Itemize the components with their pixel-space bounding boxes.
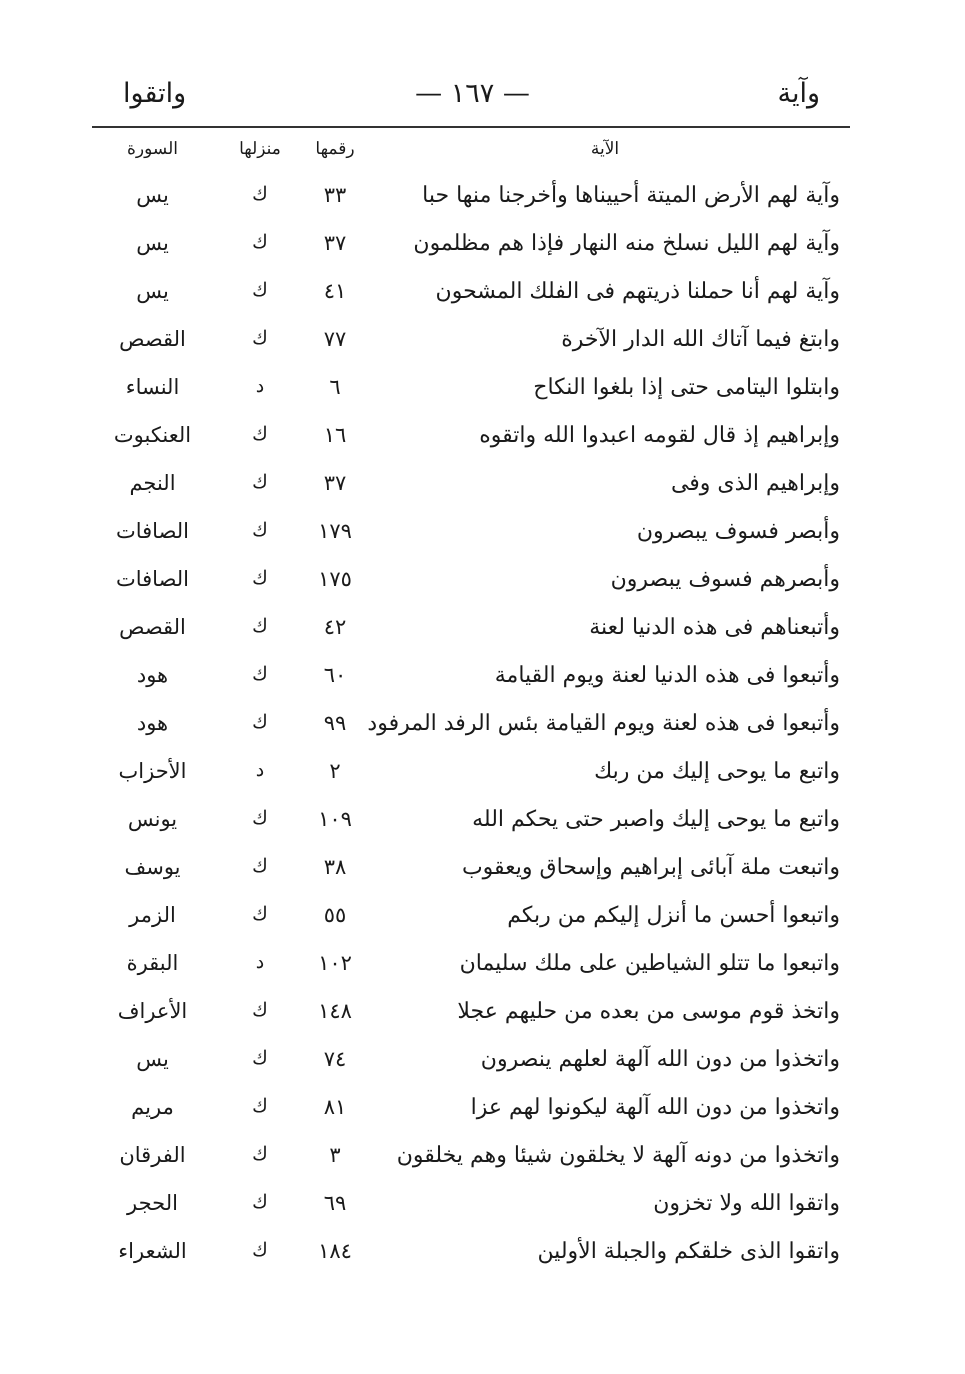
table-row: [95, 609, 850, 657]
ayah-text: واتبعوا ما تتلو الشياطين على ملك سليمان: [459, 951, 840, 976]
surah-name: العنكبوت: [113, 423, 192, 447]
revelation-place: ك: [252, 1047, 268, 1069]
ayah-text: واتبعت ملة آبائى إبراهيم وإسحاق ويعقوب: [461, 855, 840, 880]
ayah-text: واتبع ما يوحى إليك واصبر حتى يحكم الله: [472, 807, 840, 832]
surah-name: يوسف: [124, 855, 181, 879]
header-last-word: واتقوا: [123, 78, 187, 109]
ayah-number: ١٠٢: [318, 951, 352, 975]
ayah-text: واتقوا الذى خلقكم والجبلة الأولين: [537, 1239, 840, 1264]
ayah-text: وأبصرهم فسوف يبصرون: [610, 567, 840, 592]
ayah-text: واتخذوا من دونه آلهة لا يخلقون شيئا وهم يخلقون: [396, 1143, 840, 1168]
revelation-place: ك: [252, 567, 268, 589]
ayah-text: وأتبعوا فى هذه لعنة ويوم القيامة بئس الرفد المرفود: [367, 711, 840, 736]
ayah-text: وابتغ فيما آتاك الله الدار الآخرة: [561, 327, 840, 352]
surah-name: الشعراء: [118, 1239, 187, 1263]
table-row: [95, 225, 850, 273]
revelation-place: ك: [252, 231, 268, 253]
ayah-number: ٤١: [323, 279, 347, 303]
column-header-number: رقمها: [315, 139, 355, 159]
ayah-text: واتخذوا من دون الله آلهة لعلهم ينصرون: [480, 1047, 840, 1072]
revelation-place: ك: [252, 327, 268, 349]
ayah-number: ٩٩: [323, 711, 347, 735]
ayah-text: وإبراهيم إذ قال لقومه اعبدوا الله واتقوه: [479, 423, 840, 448]
revelation-place: ك: [252, 1143, 268, 1165]
ayah-number: ٦: [329, 375, 341, 399]
surah-name: هود: [136, 711, 169, 735]
table-row: [95, 513, 850, 561]
revelation-place: ك: [252, 711, 268, 733]
page-number: — ١٦٧ —: [415, 78, 530, 109]
ayah-text: وأتبعناهم فى هذه الدنيا لعنة: [589, 615, 840, 640]
ayah-number: ٤٢: [323, 615, 347, 639]
surah-name: يس: [136, 183, 169, 207]
revelation-place: د: [255, 375, 265, 397]
ayah-text: وأبصر فسوف يبصرون: [636, 519, 840, 544]
ayah-text: واتخذوا من دون الله آلهة ليكونوا لهم عزا: [470, 1095, 840, 1120]
ayah-text: واتبعوا أحسن ما أنزل إليكم من ربكم: [507, 903, 840, 928]
table-row: [95, 801, 850, 849]
table-row: [95, 321, 850, 369]
ayah-number: ٧٧: [323, 327, 347, 351]
revelation-place: ك: [252, 807, 268, 829]
ayah-text: وآية لهم الليل نسلخ منه النهار فإذا هم مظلمون: [413, 231, 840, 256]
revelation-place: ك: [252, 183, 268, 205]
table-row: [95, 465, 850, 513]
table-row: [95, 753, 850, 801]
ayah-number: ٣: [329, 1143, 341, 1167]
ayah-number: ١٨٤: [318, 1239, 352, 1263]
surah-name: يس: [136, 231, 169, 255]
surah-name: النجم: [129, 471, 176, 495]
surah-name: الصافات: [115, 567, 190, 591]
ayah-text: وآية لهم أنا حملنا ذريتهم فى الفلك المشحون: [435, 279, 840, 304]
running-head: [95, 78, 850, 118]
ayah-number: ٥٥: [323, 903, 347, 927]
surah-name: يونس: [127, 807, 178, 831]
ayah-number: ١٦: [323, 423, 347, 447]
ayah-text: وأتبعوا فى هذه الدنيا لعنة ويوم القيامة: [494, 663, 840, 688]
table-row: [95, 1185, 850, 1233]
surah-name: الأحزاب: [118, 759, 187, 783]
table-row: [95, 993, 850, 1041]
revelation-place: د: [255, 951, 265, 973]
revelation-place: ك: [252, 1191, 268, 1213]
index-table: [95, 133, 850, 1281]
surah-name: يس: [136, 279, 169, 303]
ayah-number: ٣٨: [323, 855, 347, 879]
table-row: [95, 1233, 850, 1281]
surah-name: الزمر: [129, 903, 176, 927]
table-row: [95, 849, 850, 897]
revelation-place: ك: [252, 423, 268, 445]
ayah-number: ١٤٨: [318, 999, 352, 1023]
header-rule: [92, 126, 850, 128]
surah-name: القصص: [119, 615, 186, 639]
table-row: [95, 273, 850, 321]
ayah-number: ١٧٩: [318, 519, 352, 543]
ayah-number: ١٧٥: [318, 567, 352, 591]
surah-name: يس: [136, 1047, 169, 1071]
revelation-place: ك: [252, 615, 268, 637]
table-row: [95, 657, 850, 705]
ayah-number: ٦٩: [323, 1191, 347, 1215]
surah-name: هود: [136, 663, 169, 687]
surah-name: الفرقان: [119, 1143, 186, 1167]
column-header-place: منزلها: [239, 139, 281, 159]
ayah-number: ٣٧: [323, 471, 347, 495]
revelation-place: د: [255, 759, 265, 781]
ayah-text: وإبراهيم الذى وفى: [670, 471, 840, 496]
revelation-place: ك: [252, 999, 268, 1021]
revelation-place: ك: [252, 1095, 268, 1117]
table-row: [95, 561, 850, 609]
revelation-place: ك: [252, 279, 268, 301]
column-header-surah: السورة: [127, 139, 178, 159]
table-row: [95, 417, 850, 465]
header-first-word: وآية: [777, 78, 820, 109]
surah-name: الأعراف: [117, 999, 188, 1023]
table-row: [95, 369, 850, 417]
ayah-number: ٢: [329, 759, 341, 783]
revelation-place: ك: [252, 519, 268, 541]
column-header-ayah: الآية: [590, 139, 620, 159]
surah-name: الحجر: [127, 1191, 178, 1215]
ayah-number: ٣٧: [323, 231, 347, 255]
column-headers: [95, 133, 850, 177]
revelation-place: ك: [252, 471, 268, 493]
revelation-place: ك: [252, 903, 268, 925]
surah-name: النساء: [125, 375, 180, 399]
surah-name: القصص: [119, 327, 186, 351]
table-row: [95, 1041, 850, 1089]
ayah-text: وابتلوا اليتامى حتى إذا بلغوا النكاح: [533, 375, 840, 400]
ayah-text: واتبع ما يوحى إليك من ربك: [594, 759, 840, 784]
ayah-number: ٦٠: [323, 663, 347, 687]
table-row: [95, 1137, 850, 1185]
table-row: [95, 897, 850, 945]
table-row: [95, 705, 850, 753]
surah-name: البقرة: [126, 951, 179, 975]
ayah-text: واتخذ قوم موسى من بعده من حليهم عجلا: [457, 999, 840, 1024]
table-row: [95, 945, 850, 993]
ayah-text: واتقوا الله ولا تخزون: [653, 1191, 840, 1216]
revelation-place: ك: [252, 663, 268, 685]
surah-name: الصافات: [115, 519, 190, 543]
ayah-number: ١٠٩: [318, 807, 352, 831]
table-row: [95, 1089, 850, 1137]
ayah-number: ٣٣: [323, 183, 347, 207]
ayah-number: ٧٤: [323, 1047, 347, 1071]
revelation-place: ك: [252, 1239, 268, 1261]
ayah-number: ٨١: [323, 1095, 347, 1119]
table-row: [95, 177, 850, 225]
revelation-place: ك: [252, 855, 268, 877]
surah-name: مريم: [131, 1095, 174, 1119]
ayah-text: وآية لهم الأرض الميتة أحييناها وأخرجنا منها حبا: [422, 183, 840, 208]
